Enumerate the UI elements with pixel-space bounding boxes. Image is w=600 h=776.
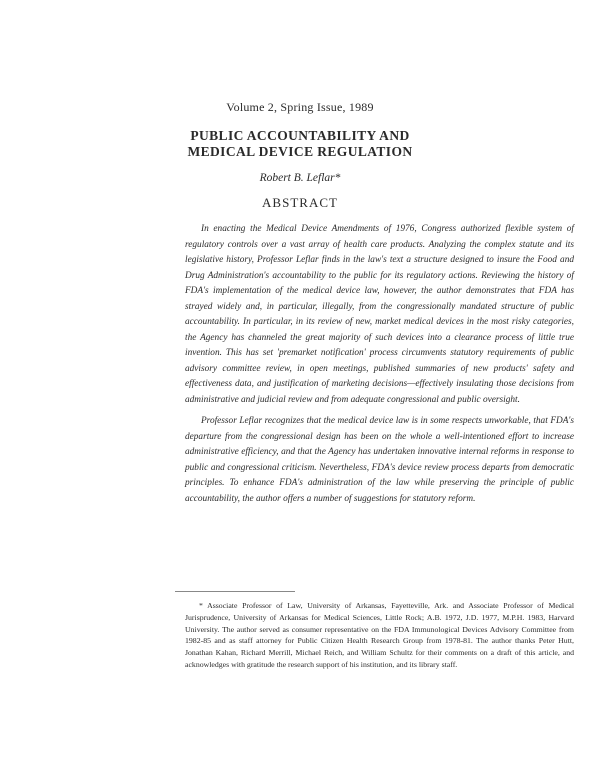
title-line-2: MEDICAL DEVICE REGULATION bbox=[187, 144, 413, 159]
footnote-divider bbox=[175, 591, 295, 592]
title-line-1: PUBLIC ACCOUNTABILITY AND bbox=[190, 128, 410, 143]
abstract-paragraph-2: Professor Leflar recognizes that the medical device law is in some respects unworkable, that FDA's departure from the congressional design has been on the whole a well-intentioned effort to increase administrative efficiency, and that the Agency has undertaken innovative internal reforms in response to public and congressional criticism. Nevertheless, FDA's device review process departs from democratic principles. To enhance FDA's administration of the law while preserving the principle of public accountability, the author offers a number of suggestions for statutory reform. bbox=[185, 416, 574, 504]
article-title bbox=[0, 128, 600, 160]
abstract-paragraph-1: In enacting the Medical Device Amendments of 1976, Congress authorized flexible system of regulatory controls over a vast array of health care products. Analyzing the complex statute and its legislative history, Professor Leflar finds in the law's text a structure designed to insure the Food and Drug Administration's accountability to the public for its regulatory actions. Reviewing the history of FDA's implementation of the medical device law, however, the author demonstrates that FDA has strayed widely and, in particular, illegally, from the congressionally mandated structure of public accountability. In particular, in its review of new, market medical devices in the most risky categories, the Agency has channeled the great majority of such devices into a clearance process of little true invention. This has set 'premarket notification' process circumvents statutory requirements of public advisory committee review, in open meetings, published summaries of new products' safety and effectiveness data, and justification of marketing decisions—effectively insulating those decisions from administrative and judicial review and from adequate congressional and public oversight. bbox=[185, 224, 574, 405]
author-name: Robert B. Leflar* bbox=[259, 172, 341, 184]
issue-line: Volume 2, Spring Issue, 1989 bbox=[226, 100, 374, 114]
abstract-body bbox=[185, 222, 574, 507]
abstract-heading: ABSTRACT bbox=[262, 195, 338, 210]
author-footnote bbox=[185, 600, 574, 671]
footnote-text: * Associate Professor of Law, University of Arkansas, Fayetteville, Ark. and Associate Professor of Medical Jurisprudence, University of Arkansas for Medical Sciences, Little Rock; A.B. 1972, J.D. 1977, M.P.H. 1983, Harvard University. The author served as consumer representative on the FDA Immunological Devices Advisory Committee from 1982-85 and as staff attorney for Public Citizen Health Research Group from 1978-81. The author thanks Peter Hutt, Jonathan Kahan, Richard Merrill, Michael Reich, and William Schultz for their comments on a draft of this article, and acknowledges with gratitude the research support of his institution, and its library staff. bbox=[185, 601, 574, 669]
